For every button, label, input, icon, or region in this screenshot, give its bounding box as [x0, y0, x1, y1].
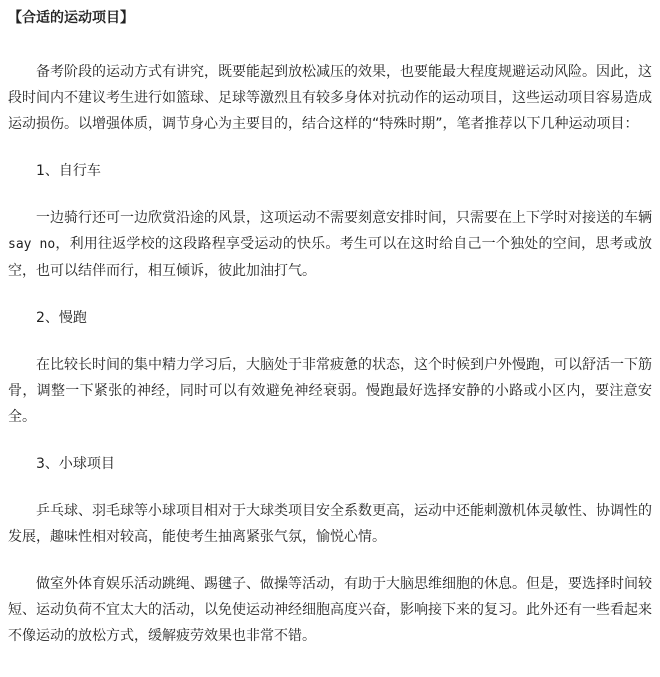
- section-body-outdoor-activities: 做室外体育娱乐活动跳绳、踢毽子、做操等活动，有助于大脑思维细胞的休息。但是，要选择时间较短、运动负荷不宜太大的活动，以免使运动神经细胞高度兴奋，影响接下来的复习。此外还有一些看起来不像运动的放松方式，缓解疲劳效果也非常不错。: [8, 576, 652, 644]
- spacer: [8, 550, 652, 571]
- bicycle-text-part1: 一边骑行还可一边欣赏沿途的风景，这项运动不需要刻意安排时间，只需要在上下学时对接送的车辆: [36, 210, 652, 226]
- intro-paragraph: 备考阶段的运动方式有讲究，既要能起到放松减压的效果，也要能最大程度规避运动风险。因此，这段时间内不建议考生进行如篮球、足球等激烈且有较多身体对抗动作的运动项目，这些运动项目容易造成运动损伤。以增强体质，调节身心为主要目的，结合这样的“特殊时期”，笔者推荐以下几种运动项目：: [8, 64, 652, 132]
- article-title: 【合适的运动项目】: [8, 10, 134, 26]
- section-body-small-ball: 乒乓球、羽毛球等小球项目相对于大球类项目安全系数更高，运动中还能刺激机体灵敏性、协调性的发展，趣味性相对较高，能使考生抽离紧张气氛，愉悦心情。: [8, 503, 652, 545]
- spacer: [8, 331, 652, 352]
- bicycle-text-part2: ，利用往返学校的这段路程享受运动的快乐。考生可以在这时给自己一个独处的空间，思考或放空，也可以结伴而行，相互倾诉，彼此加油打气。: [8, 236, 652, 279]
- section-body-bicycle: [8, 205, 652, 284]
- section-body-jogging: 在比较长时间的集中精力学习后，大脑处于非常疲惫的状态，这个时候到户外慢跑，可以舒活一下筋骨，调整一下紧张的神经，同时可以有效避免神经衰弱。慢跑最好选择安静的小路或小区内，要注意安全。: [8, 357, 652, 425]
- spacer: [8, 184, 652, 205]
- spacer: [8, 284, 652, 305]
- section-heading-bicycle: 1、自行车: [36, 163, 101, 179]
- bicycle-text-say-no: say no: [8, 237, 56, 252]
- spacer: [8, 30, 652, 59]
- section-heading-small-ball: 3、小球项目: [36, 456, 115, 472]
- spacer: [8, 430, 652, 451]
- spacer: [8, 477, 652, 498]
- section-heading-jogging: 2、慢跑: [36, 310, 87, 326]
- spacer: [8, 137, 652, 158]
